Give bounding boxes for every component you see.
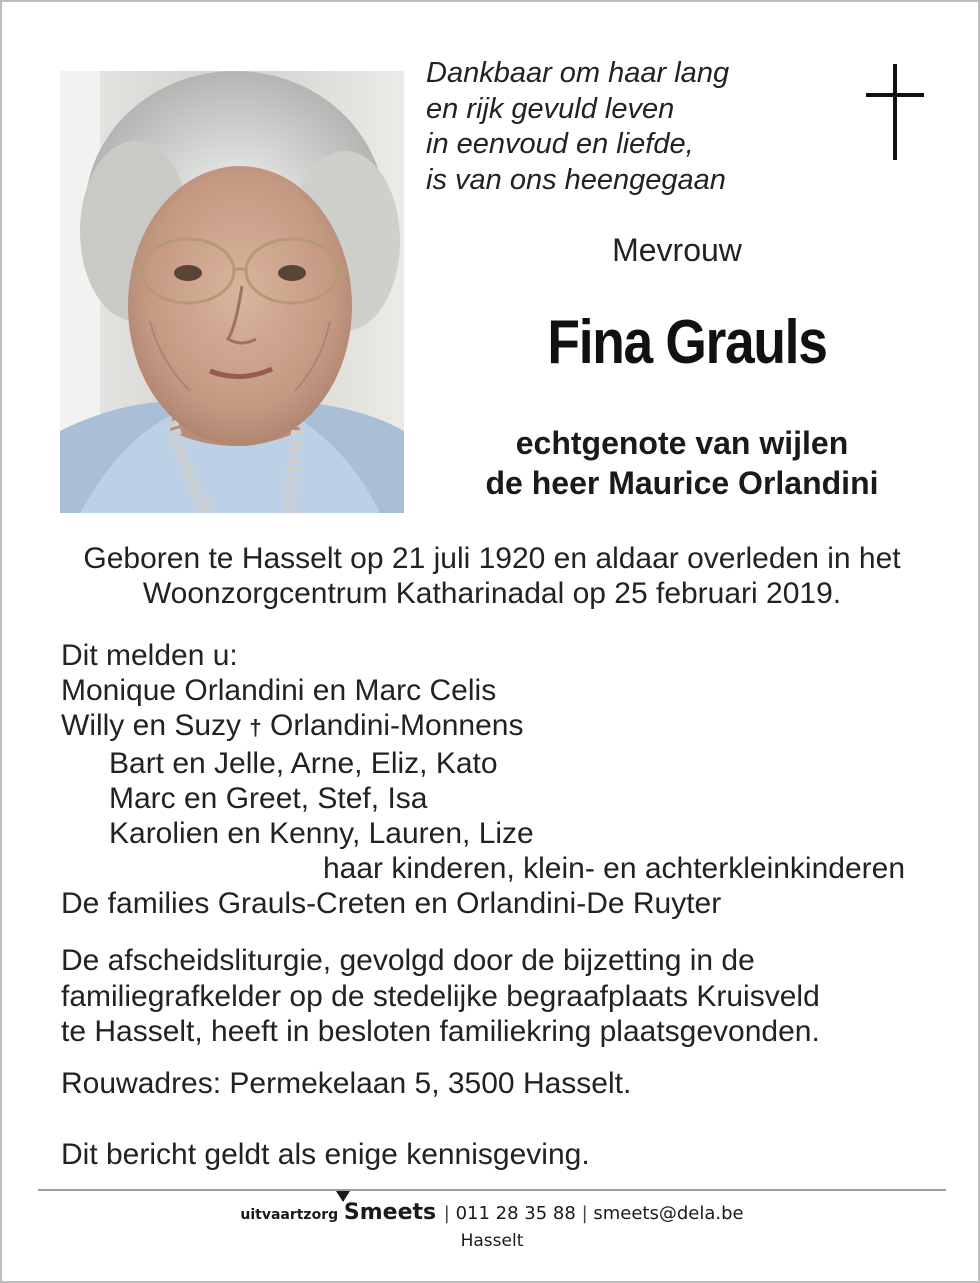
funeral-home-footer (2, 1200, 980, 1251)
child-line (61, 708, 941, 745)
ceremony-line: De afscheidsliturgie, gevolgd door de bijzetting in de (61, 944, 755, 977)
child-surname: Orlandini-Monnens (269, 709, 524, 743)
divider (38, 1189, 946, 1191)
families-line: De families Grauls-Creten en Orlandini-De Ruyter (61, 887, 722, 921)
poem-line: en rijk gevuld leven (426, 92, 675, 125)
spouse-info (432, 423, 932, 503)
separator: | (443, 1203, 450, 1224)
announcement (61, 638, 941, 922)
spouse-line: echtgenote van wijlen (515, 425, 849, 461)
phone-number[interactable]: 011 28 35 88 (455, 1203, 576, 1224)
deceased-mark: † (249, 715, 262, 741)
announcement-intro: Dit melden u: (61, 639, 238, 672)
ceremony-line: te Hasselt, heeft in besloten familiekring plaatsgevonden. (61, 1015, 820, 1048)
family-role: haar kinderen, klein- en achterkleinkinderen (323, 852, 906, 886)
separator: | (581, 1203, 588, 1224)
notice-text: Dit bericht geldt als enige kennisgeving. (61, 1138, 590, 1171)
mourning-address: Rouwadres: Permekelaan 5, 3500 Hasselt. (61, 1067, 632, 1100)
poem-line: in eenvoud en liefde, (426, 128, 694, 160)
spouse-line: de heer Maurice Orlandini (485, 465, 879, 501)
birth-death-line: Woonzorgcentrum Katharinadal op 25 februari 2019. (142, 577, 842, 610)
grandchild-line: Marc en Greet, Stef, Isa (109, 781, 428, 815)
funeral-home-contact (2, 1200, 980, 1225)
child-line: Monique Orlandini en Marc Celis (61, 674, 497, 708)
deceased-name: Fina Grauls (547, 308, 827, 377)
portrait-illustration (60, 71, 404, 513)
portrait-photo (60, 71, 404, 513)
ceremony-line: familiegrafkelder op de stedelijke begraafplaats Kruisveld (61, 979, 820, 1013)
birth-death-info (42, 541, 942, 611)
latin-cross-icon (866, 64, 924, 160)
poem (426, 56, 846, 198)
funeral-home-city: Hasselt (460, 1231, 524, 1251)
brand-name: Smeets (343, 1200, 437, 1225)
triangle-logo-icon (336, 1191, 350, 1202)
poem-line: is van ons heengegaan (426, 163, 726, 196)
email-address[interactable]: smeets@dela.be (593, 1203, 744, 1224)
grandchild-line: Karolien en Kenny, Lauren, Lize (109, 817, 534, 851)
birth-death-line: Geboren te Hasselt op 21 juli 1920 en aldaar overleden in het (83, 542, 901, 575)
child-name: Willy en Suzy (61, 709, 242, 743)
poem-line: Dankbaar om haar lang (426, 57, 730, 89)
salutation: Mevrouw (612, 232, 742, 268)
ceremony-info (61, 943, 951, 1050)
brand-prefix: uitvaartzorg (240, 1207, 339, 1223)
grandchild-line: Bart en Jelle, Arne, Eliz, Kato (109, 746, 498, 780)
brand-logo (344, 1200, 444, 1225)
